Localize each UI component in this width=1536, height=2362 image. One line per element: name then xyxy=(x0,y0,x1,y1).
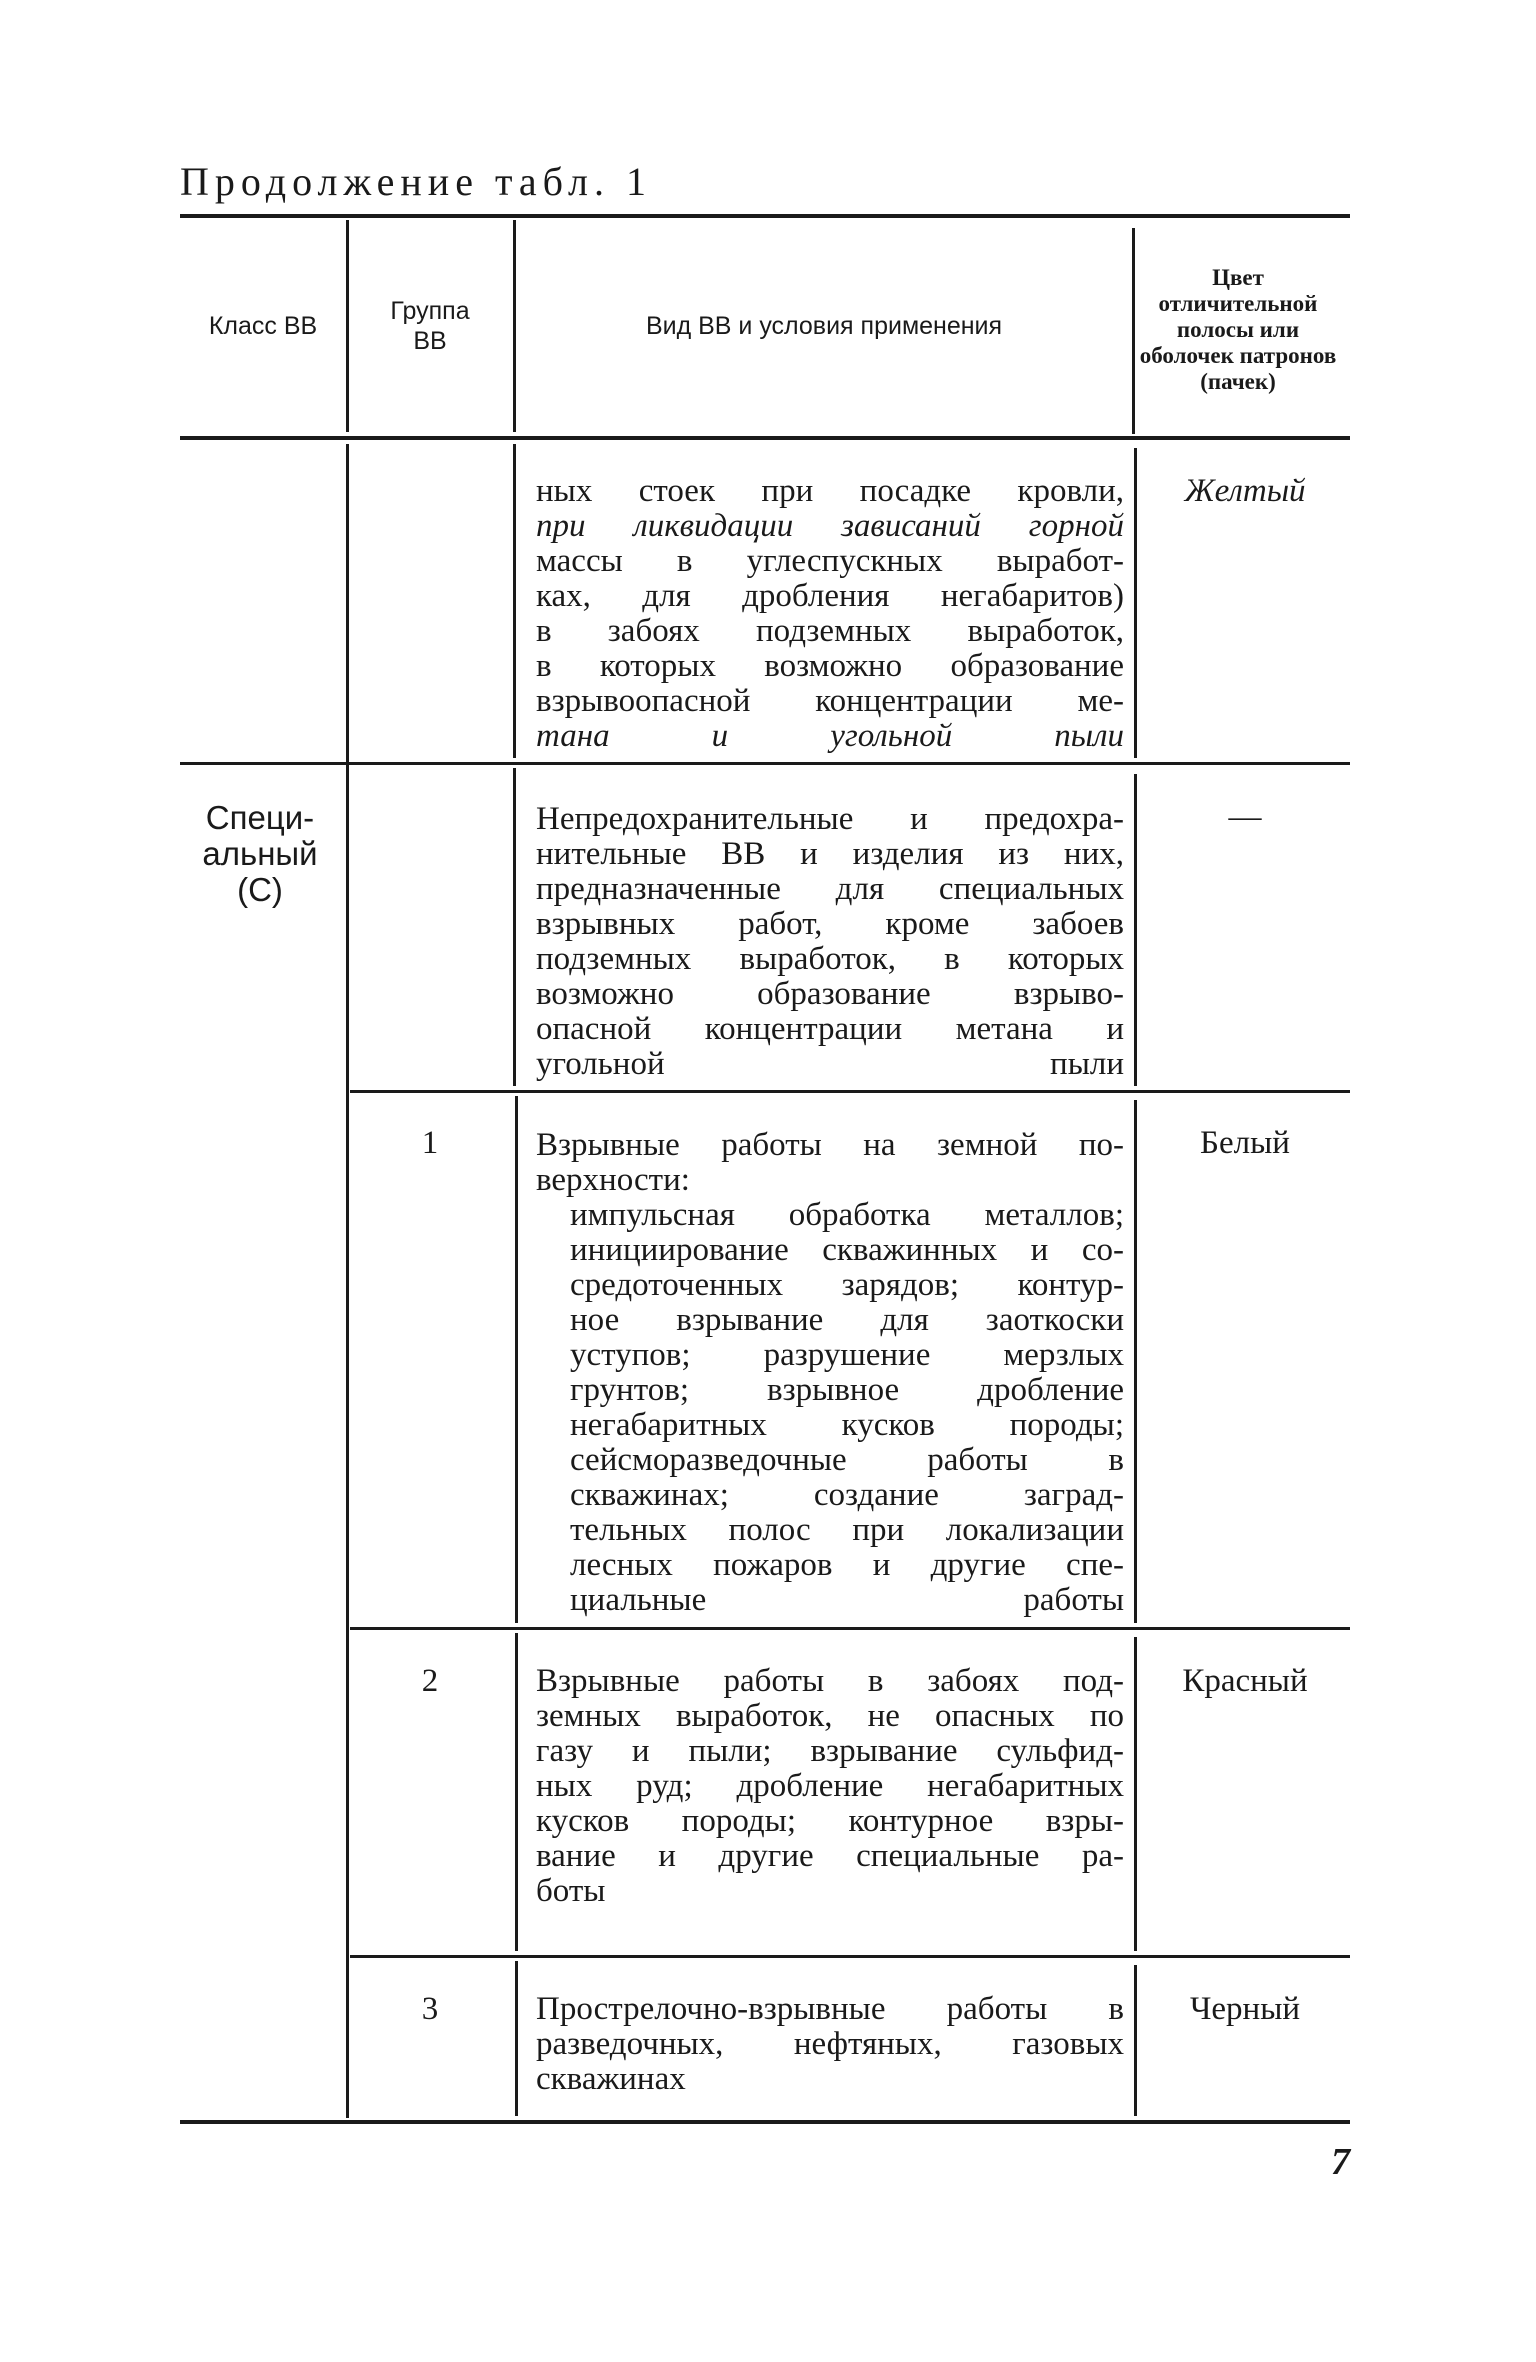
page-number: 7 xyxy=(1331,2141,1350,2183)
row3-sub-2: инициирование скважинных и со- xyxy=(570,1232,1124,1268)
row5-line-2: разведочных, нефтяных, газовых xyxy=(536,2026,1124,2062)
row2-text xyxy=(536,802,1124,1082)
row2-line-8: угольной пыли xyxy=(536,1046,1124,1082)
group-text-sep-5 xyxy=(515,1961,518,2116)
text-color-sep-5 xyxy=(1134,1965,1137,2116)
row3-sub-11: лесных пожаров и другие спе- xyxy=(570,1547,1124,1583)
row3-sub-12: циальные работы xyxy=(570,1582,1124,1618)
row2-line-6: возможно образование взрыво- xyxy=(536,976,1124,1012)
class-group-sep xyxy=(346,444,349,2118)
row1-line-2: при ликвидации зависаний горной xyxy=(536,508,1124,544)
row3-sub-7: негабаритных кусков породы; xyxy=(570,1407,1124,1443)
row5-color: Черный xyxy=(1189,1991,1301,2027)
row3-line-2: верхности: xyxy=(536,1162,690,1198)
row3-sub-5: уступов; разрушение мерзлых xyxy=(570,1337,1124,1373)
row5-group: 3 xyxy=(421,1991,439,2027)
row4-line-2: земных выработок, не опасных по xyxy=(536,1698,1124,1734)
header-sep-1 xyxy=(346,220,349,432)
row2-line-3: предназначенные для специальных xyxy=(536,871,1124,907)
row3-color: Белый xyxy=(1200,1125,1290,1161)
row2-bottom-rule xyxy=(350,1090,1350,1093)
row3-line-1: Взрывные работы на земной по- xyxy=(536,1127,1124,1163)
header-class: Класс ВВ xyxy=(208,312,318,340)
row1-line-7: взрывоопасной концентрации ме- xyxy=(536,683,1124,719)
row3-sub-4: ное взрывание для заоткоски xyxy=(570,1302,1124,1338)
row3-sub-10: тельных полос при локализации xyxy=(570,1512,1124,1548)
row3-sublist xyxy=(536,1198,1124,1618)
row4-line-1: Взрывные работы в забоях под- xyxy=(536,1663,1124,1699)
text-color-sep-1 xyxy=(1134,448,1137,758)
row3-sub-6: грунтов; взрывное дробление xyxy=(570,1372,1124,1408)
row4-color: Красный xyxy=(1182,1663,1308,1699)
header-bottom-rule xyxy=(180,436,1350,440)
row2-line-5: подземных выработок, в которых xyxy=(536,941,1124,977)
header-kind: Вид ВВ и условия применения xyxy=(645,312,1003,340)
table-top-rule xyxy=(180,214,1350,218)
group-text-sep-4 xyxy=(515,1633,518,1951)
row3-sub-9: скважинах; создание заград- xyxy=(570,1477,1124,1513)
row1-line-1: ных стоек при посадке кровли, xyxy=(536,473,1124,509)
row4-bottom-rule xyxy=(350,1955,1350,1958)
row1-color: Желтый xyxy=(1184,473,1306,509)
row5-line-1: Прострелочно-взрывные работы в xyxy=(536,1991,1124,2027)
header-group: Группа ВВ xyxy=(390,297,470,355)
row5-text xyxy=(536,1992,1124,2097)
row4-line-7: боты xyxy=(536,1873,606,1909)
row3-bottom-rule xyxy=(350,1627,1350,1630)
row3-sub-8: сейсморазведочные работы в xyxy=(570,1442,1124,1478)
text-color-sep-3 xyxy=(1134,1100,1137,1623)
text-color-sep-4 xyxy=(1134,1637,1137,1951)
group-text-sep-3 xyxy=(515,1096,518,1623)
row1-line-4: ках, для дробления негабаритов) xyxy=(536,578,1124,614)
row2-line-7: опасной концентрации метана и xyxy=(536,1011,1124,1047)
row4-group: 2 xyxy=(421,1663,439,1699)
header-sep-3 xyxy=(1132,228,1135,434)
group-text-sep-2 xyxy=(513,768,516,1086)
row3-text xyxy=(536,1128,1124,1618)
table-caption: Продолжение табл. 1 xyxy=(180,159,652,204)
row2-line-2: нительные ВВ и изделия из них, xyxy=(536,836,1124,872)
text-color-sep-2 xyxy=(1134,774,1137,1086)
row4-text xyxy=(536,1664,1124,1909)
row5-line-3: скважинах xyxy=(536,2061,686,2097)
row3-sub-3: средоточенных зарядов; контур- xyxy=(570,1267,1124,1303)
row1-line-5: в забоях подземных выработок, xyxy=(536,613,1124,649)
row1-line-3: массы в углеспускных выработ- xyxy=(536,543,1124,579)
row2-line-4: взрывных работ, кроме забоев xyxy=(536,906,1124,942)
row1-line-6: в которых возможно образование xyxy=(536,648,1124,684)
row3-group: 1 xyxy=(421,1125,439,1161)
row1-bottom-rule xyxy=(180,762,1350,765)
row4-line-6: вание и другие специальные ра- xyxy=(536,1838,1124,1874)
row4-line-4: ных руд; дробление негабаритных xyxy=(536,1768,1124,1804)
row4-line-3: газу и пыли; взрывание сульфид- xyxy=(536,1733,1124,1769)
row1-text xyxy=(536,474,1124,754)
row2-line-1: Непредохранительные и предохра- xyxy=(536,801,1124,837)
header-color: Цвет отличительной полосы или оболочек патронов (пачек) xyxy=(1139,265,1337,394)
row4-line-5: кусков породы; контурное взры- xyxy=(536,1803,1124,1839)
row2-color: — xyxy=(1228,799,1262,835)
table-bottom-rule xyxy=(180,2120,1350,2124)
row2-class: Специ- альный (С) xyxy=(202,799,318,908)
row3-sub-1: импульсная обработка металлов; xyxy=(570,1197,1124,1233)
row1-line-8: тана и угольной пыли xyxy=(536,718,1124,754)
group-text-sep-1 xyxy=(513,444,516,758)
